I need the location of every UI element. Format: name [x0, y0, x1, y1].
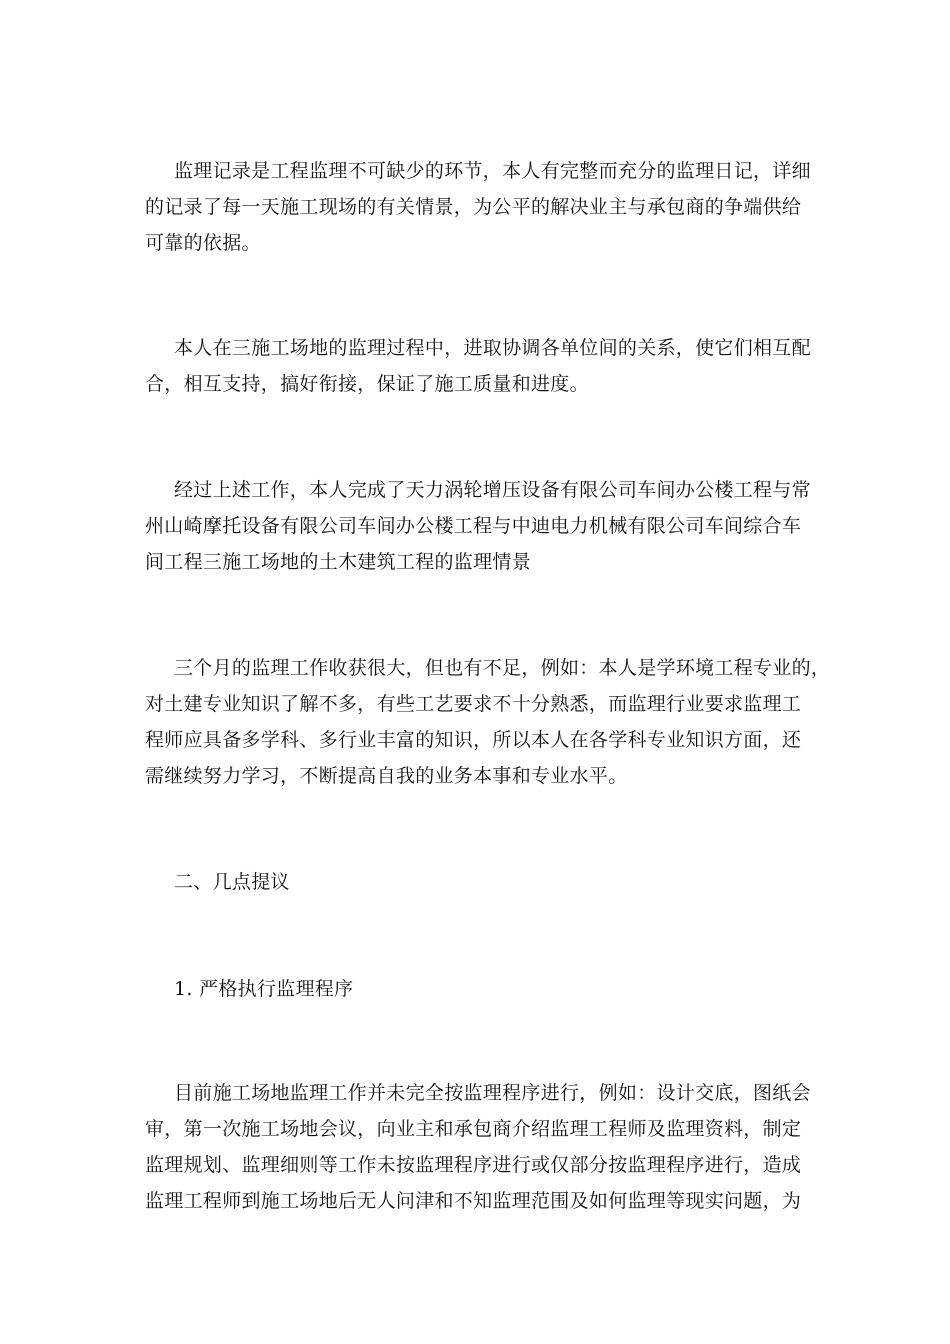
- paragraph-coordination: [145, 330, 825, 402]
- text-line: 对土建专业知识了解不多，有些工艺要求不十分熟悉，而监理行业要求监理工: [145, 693, 802, 715]
- subheading-supervision-procedure: [145, 971, 825, 1007]
- paragraph-current-situation: [145, 1075, 825, 1219]
- text-line: 本人在三施工场地的监理过程中，进取协调各单位间的关系，使它们相互配: [174, 337, 811, 359]
- paragraph-supervision-records: [145, 153, 825, 261]
- text-line: 间工程三施工场地的土木建筑工程的监理情景: [145, 551, 532, 573]
- text-line: 目前施工场地监理工作并未完全按监理程序进行，例如：设计交底，图纸会: [174, 1082, 811, 1104]
- text-line: 需继续努力学习，不断提高自我的业务本事和专业水平。: [145, 765, 628, 787]
- text-line: 程师应具备多学科、多行业丰富的知识，所以本人在各学科专业知识方面，还: [145, 729, 802, 751]
- text-line: 州山崎摩托设备有限公司车间办公楼工程与中迪电力机械有限公司车间综合车: [145, 515, 802, 537]
- text-line: 经过上述工作，本人完成了天力涡轮增压设备有限公司车间办公楼工程与常: [174, 479, 811, 501]
- text-line: 监理工程师到施工场地后无人问津和不知监理范围及如何监理等现实问题，为: [145, 1190, 802, 1212]
- paragraph-completed-work: [145, 472, 825, 580]
- paragraph-gains-and-shortcomings: [145, 650, 831, 794]
- text-line: 审，第一次施工场地会议，向业主和承包商介绍监理工程师及监理资料，制定: [145, 1118, 802, 1140]
- text-line: 的记录了每一天施工现场的有关情景，为公平的解决业主与承包商的争端供给: [145, 196, 802, 218]
- text-line: 合，相互支持，搞好衔接，保证了施工质量和进度。: [145, 373, 589, 395]
- text-line: 三个月的监理工作收获很大，但也有不足，例如：本人是学环境工程专业的，: [174, 657, 831, 679]
- text-line: 监理规划、监理细则等工作未按监理程序进行或仅部分按监理程序进行，造成: [145, 1154, 802, 1176]
- text-line: 二、几点提议: [174, 871, 290, 893]
- text-line: 可靠的依据。: [145, 232, 261, 254]
- section-heading-suggestions: [145, 864, 825, 900]
- text-line: 1. 严格执行监理程序: [174, 978, 354, 1000]
- text-line: 监理记录是工程监理不可缺少的环节，本人有完整而充分的监理日记，详细: [174, 160, 811, 182]
